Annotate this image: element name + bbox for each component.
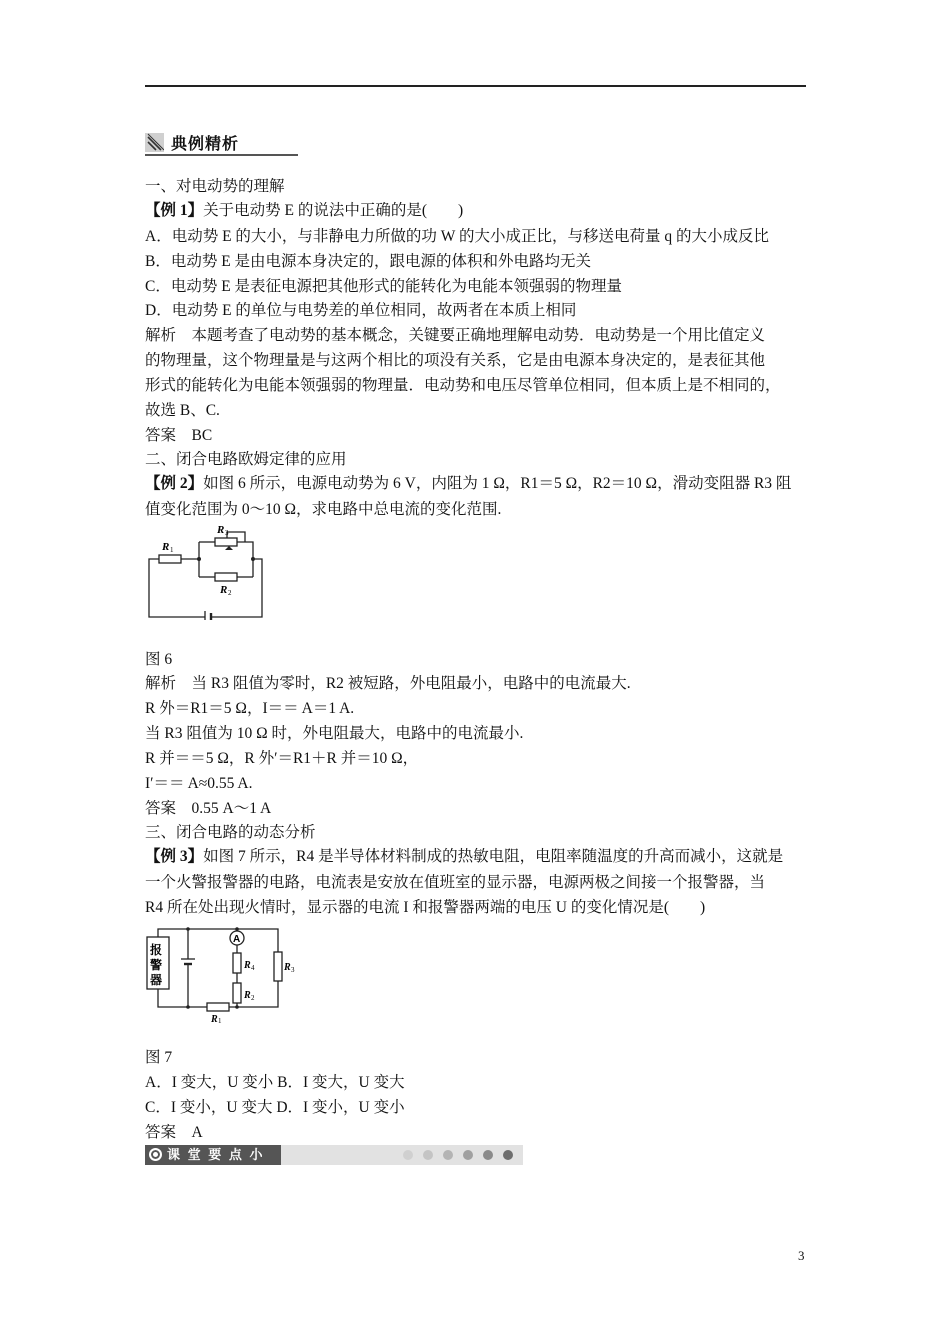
label-r3: R xyxy=(284,962,291,973)
example1-question xyxy=(145,201,463,221)
option-a: A．电动势 E 的大小，与非静电力所做的功 W 的大小成正比，与移送电荷量 q 的大小成反比 xyxy=(145,228,770,245)
label-r1-sub: 1 xyxy=(170,546,174,554)
decor-dot xyxy=(483,1150,493,1160)
ammeter-label: A xyxy=(233,934,241,945)
solution-line: R 并＝＝5 Ω，R 外′＝R1＋R 并＝10 Ω， xyxy=(145,750,419,767)
example3-stem-cont: R4 所在处出现火情时，显示器的电流 I 和报警器两端的电压 U 的变化情况是( ) xyxy=(145,899,706,916)
part1-heading: 一、对电动势的理解 xyxy=(145,178,285,195)
solution-line: 当 R3 阻值为 10 Ω 时，外电阻最大，电路中的电流最小. xyxy=(145,725,524,742)
example2-stem: 如图 6 所示，电源电动势为 6 V，内阻为 1 Ω，R1＝5 Ω，R2＝10 Ω，滑动变阻器 R3 阻 xyxy=(203,475,792,492)
label-r1-sub: 1 xyxy=(218,1017,222,1023)
label-r3-sub: 3 xyxy=(225,529,229,537)
option-c: C．电动势 E 是表征电源把其他形式的能转化为电能本领强弱的物理量 xyxy=(145,278,623,295)
header-rule xyxy=(145,85,806,87)
decor-dot xyxy=(403,1150,413,1160)
analysis-line: 故选 B、C. xyxy=(145,402,220,419)
example2-tag: 【例 2】 xyxy=(145,475,204,492)
target-circle-icon xyxy=(149,1148,162,1161)
section-header xyxy=(145,130,298,156)
section-title: 典例精析 xyxy=(171,136,240,153)
choices-row: A．I 变大，U 变小 B．I 变大，U 变大 xyxy=(145,1074,405,1091)
section-underline xyxy=(145,154,298,156)
decor-dot xyxy=(443,1150,453,1160)
answer-3: 答案 A xyxy=(145,1124,203,1141)
analysis-line: 形式的能转化为电能本领强弱的物理量．电动势和电压尽管单位相同，但本质上是不相同的， xyxy=(145,377,781,394)
example3-question xyxy=(145,847,783,867)
summary-bar xyxy=(145,1145,523,1182)
choices-row: C．I 变小，U 变大 D．I 变小，U 变小 xyxy=(145,1099,405,1116)
example1-tag: 【例 1】 xyxy=(145,202,204,219)
answer-1: 答案 BC xyxy=(145,427,213,444)
example3-tag: 【例 3】 xyxy=(145,848,204,865)
summary-label-box xyxy=(145,1145,281,1182)
part2-heading: 二、闭合电路欧姆定律的应用 xyxy=(145,451,347,468)
alarm-label-char: 报 xyxy=(150,943,163,957)
label-r2: R xyxy=(244,990,251,1001)
summary-label: 课 堂 要 点 小 结 xyxy=(145,1147,265,1182)
solution-line: I′＝＝ A≈0.55 A. xyxy=(145,775,253,792)
example3-stem-cont: 一个火警报警器的电路，电流表是安放在值班室的显示器，电源两极之间接一个报警器，当 xyxy=(145,874,766,891)
label-r3-sub: 3 xyxy=(291,966,295,974)
diagonal-lines-icon xyxy=(145,133,164,152)
analysis-line: 的物理量，这个物理量是与这两个相比的项没有关系，它是由电源本身决定的，是表征其他 xyxy=(145,352,766,369)
example3-stem: 如图 7 所示，R4 是半导体材料制成的热敏电阻，电阻率随温度的升高而减小，这就是 xyxy=(203,848,784,865)
decor-dot xyxy=(423,1150,433,1160)
analysis-line: 解析 本题考查了电动势的基本概念，关键要正确地理解电动势．电动势是一个用比值定义 xyxy=(145,327,766,344)
decor-dot xyxy=(463,1150,473,1160)
label-r2-sub: 2 xyxy=(251,994,255,1002)
label-r2-sub: 2 xyxy=(228,589,232,597)
label-r1: R xyxy=(211,1014,218,1023)
page-number: 3 xyxy=(798,1248,805,1263)
circuit-figure-7 xyxy=(145,923,300,1023)
answer-2: 答案 0.55 A～1 A xyxy=(145,800,272,817)
figure7-caption: 图 7 xyxy=(145,1049,173,1066)
example1-stem: 关于电动势 E 的说法中正确的是( ) xyxy=(203,202,464,219)
solution-line: R 外＝R1＝5 Ω，I＝＝ A＝1 A. xyxy=(145,700,355,717)
part3-heading: 三、闭合电路的动态分析 xyxy=(145,824,316,841)
alarm-label-char: 警 xyxy=(150,958,163,972)
figure6-caption: 图 6 xyxy=(145,651,173,668)
option-b: B．电动势 E 是由电源本身决定的，跟电源的体积和外电路均无关 xyxy=(145,253,592,270)
option-d: D．电动势 E 的单位与电势差的单位相同，故两者在本质上相同 xyxy=(145,302,577,319)
circuit-figure-6 xyxy=(145,520,270,620)
alarm-label-char: 器 xyxy=(150,973,163,987)
label-r4: R xyxy=(244,960,251,971)
label-r1: R xyxy=(162,541,170,553)
example2-question xyxy=(145,474,791,494)
label-r4-sub: 4 xyxy=(251,964,255,972)
example2-stem-cont: 值变化范围为 0～10 Ω，求电路中总电流的变化范围. xyxy=(145,501,502,518)
decor-dot xyxy=(503,1150,513,1160)
solution-line: 解析 当 R3 阻值为零时，R2 被短路，外电阻最小，电路中的电流最大. xyxy=(145,675,631,692)
label-r2: R xyxy=(220,584,228,596)
label-r3: R xyxy=(217,524,225,536)
